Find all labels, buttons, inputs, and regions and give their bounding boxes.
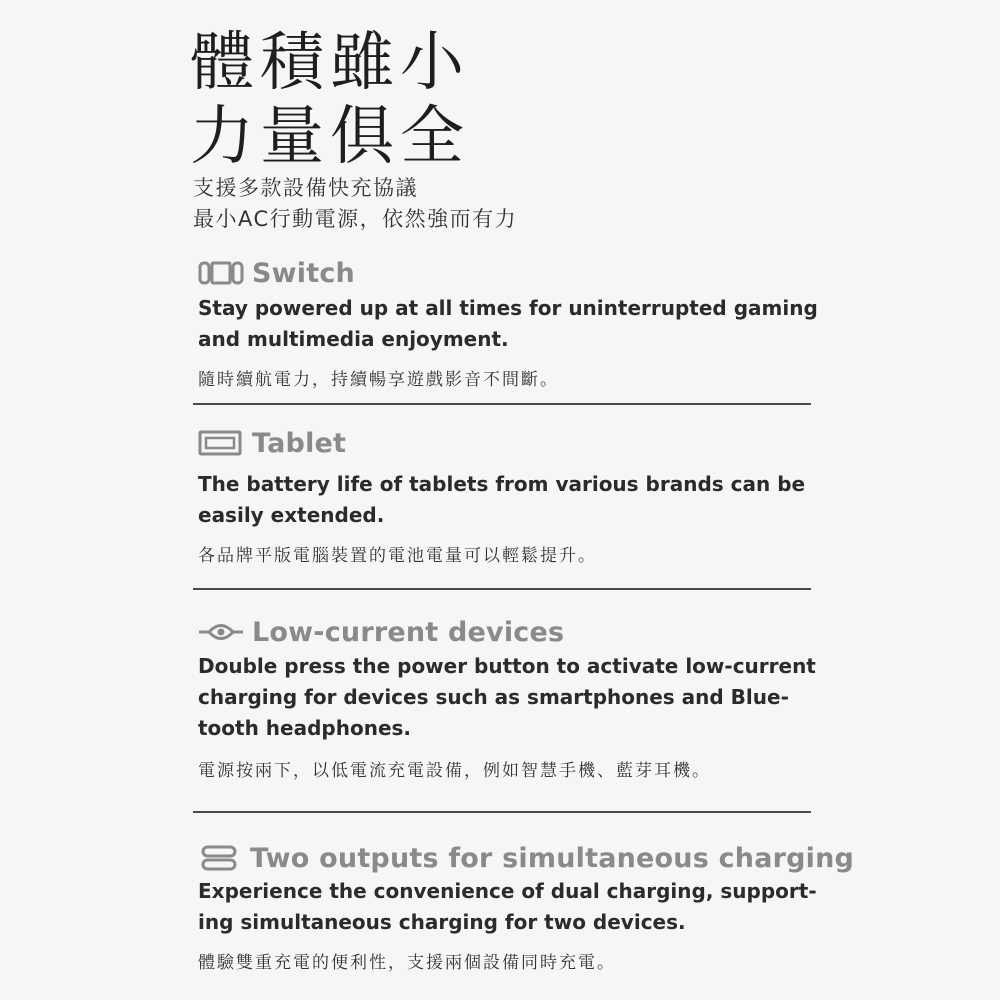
feature-header: [198, 840, 855, 876]
feature-description-en: [198, 876, 817, 938]
desc-en-line: and multimedia enjoyment.: [198, 327, 509, 351]
feature-switch: [198, 255, 818, 393]
feature-description-en: [198, 469, 810, 531]
feature-description-zh: 隨時續航電力，持續暢享遊戲影音不間斷。: [198, 370, 559, 390]
low-current-icon: [198, 618, 246, 646]
section-divider: [193, 403, 811, 405]
feature-description-zh: 電源按兩下，以低電流充電設備，例如智慧手機、藍芽耳機。: [198, 761, 711, 781]
subheadline: [193, 173, 517, 235]
desc-en-line: charging for devices such as smartphones and Blue-: [198, 685, 789, 709]
headline-line-2: 力量俱全: [190, 100, 470, 174]
desc-en-line: Experience the convenience of dual charging, support-: [198, 879, 817, 903]
headline: [190, 26, 470, 174]
feature-header: [198, 425, 810, 461]
desc-en-line: tooth headphones.: [198, 716, 412, 740]
subhead-line-2: 最小AC行動電源，依然強而有力: [193, 207, 518, 231]
section-divider: [193, 811, 811, 813]
feature-description-en: [198, 651, 816, 744]
feature-description-en: [198, 293, 818, 355]
desc-en-line: Stay powered up at all times for uninterrupted gaming: [198, 296, 818, 320]
headline-line-1: 體積雖小: [190, 26, 470, 100]
feature-low-current: [198, 614, 816, 784]
switch-console-icon: [198, 259, 246, 287]
desc-en-line: easily extended.: [198, 503, 385, 527]
feature-title: Two outputs for simultaneous charging: [250, 842, 855, 874]
section-divider: [193, 588, 811, 590]
dual-output-icon: [198, 844, 244, 872]
feature-title: Low-current devices: [252, 616, 565, 648]
desc-en-line: The battery life of tablets from various brands can be: [198, 472, 806, 496]
tablet-icon: [198, 429, 246, 457]
feature-header: [198, 255, 810, 291]
feature-description-zh: 體驗雙重充電的便利性，支援兩個設備同時充電。: [198, 953, 616, 973]
feature-title: Tablet: [252, 427, 347, 459]
feature-description-zh: 各品牌平版電腦裝置的電池電量可以輕鬆提升。: [198, 546, 597, 566]
desc-en-line: Double press the power button to activate low-current: [198, 654, 816, 678]
desc-en-line: ing simultaneous charging for two devices.: [198, 910, 686, 934]
feature-header: [198, 614, 810, 650]
feature-title: Switch: [252, 257, 355, 289]
feature-dual-output: [198, 840, 855, 976]
subhead-line-1: 支援多款設備快充協議: [193, 176, 418, 200]
feature-tablet: [198, 425, 810, 569]
